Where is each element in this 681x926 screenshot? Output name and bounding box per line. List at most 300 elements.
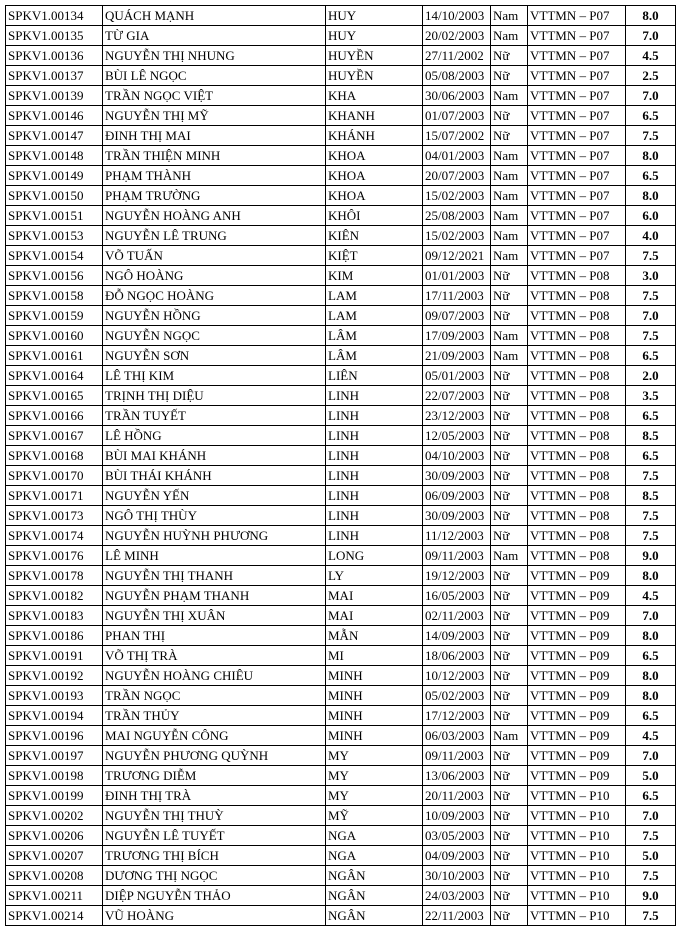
given-name-cell: MINH	[326, 686, 423, 706]
given-name-cell: LAM	[326, 306, 423, 326]
given-name-cell: LINH	[326, 486, 423, 506]
table-row	[6, 846, 676, 866]
student-id-cell: SPKV1.00166	[6, 406, 103, 426]
given-name-cell: KHOA	[326, 186, 423, 206]
exam-room-cell: VTTMN – P09	[528, 566, 626, 586]
table-row	[6, 66, 676, 86]
score-cell: 6.5	[626, 706, 676, 726]
score-cell: 7.5	[626, 906, 676, 926]
gender-cell: Nữ	[491, 286, 528, 306]
student-id-cell: SPKV1.00167	[6, 426, 103, 446]
table-row	[6, 446, 676, 466]
gender-cell: Nữ	[491, 666, 528, 686]
student-id-cell: SPKV1.00150	[6, 186, 103, 206]
given-name-cell: MINH	[326, 706, 423, 726]
gender-cell: Nữ	[491, 506, 528, 526]
gender-cell: Nữ	[491, 446, 528, 466]
student-id-cell: SPKV1.00135	[6, 26, 103, 46]
score-cell: 5.0	[626, 766, 676, 786]
birthdate-cell: 30/09/2003	[423, 506, 491, 526]
gender-cell: Nữ	[491, 606, 528, 626]
gender-cell: Nữ	[491, 486, 528, 506]
gender-cell: Nữ	[491, 426, 528, 446]
birthdate-cell: 10/12/2003	[423, 666, 491, 686]
birthdate-cell: 11/12/2003	[423, 526, 491, 546]
student-id-cell: SPKV1.00206	[6, 826, 103, 846]
exam-room-cell: VTTMN – P07	[528, 86, 626, 106]
given-name-cell: HUYỀN	[326, 66, 423, 86]
student-id-cell: SPKV1.00139	[6, 86, 103, 106]
exam-room-cell: VTTMN – P10	[528, 906, 626, 926]
score-cell: 8.0	[626, 146, 676, 166]
score-cell: 8.0	[626, 6, 676, 26]
surname-cell: VŨ HOÀNG	[103, 906, 326, 926]
student-id-cell: SPKV1.00165	[6, 386, 103, 406]
birthdate-cell: 06/03/2003	[423, 726, 491, 746]
table-row	[6, 526, 676, 546]
given-name-cell: LINH	[326, 426, 423, 446]
student-id-cell: SPKV1.00153	[6, 226, 103, 246]
student-id-cell: SPKV1.00164	[6, 366, 103, 386]
gender-cell: Nữ	[491, 306, 528, 326]
exam-room-cell: VTTMN – P09	[528, 626, 626, 646]
given-name-cell: NGÂN	[326, 866, 423, 886]
surname-cell: NGUYỄN SƠN	[103, 346, 326, 366]
gender-cell: Nữ	[491, 786, 528, 806]
birthdate-cell: 22/07/2003	[423, 386, 491, 406]
birthdate-cell: 09/07/2003	[423, 306, 491, 326]
birthdate-cell: 20/07/2003	[423, 166, 491, 186]
surname-cell: NGUYỄN THỊ THANH	[103, 566, 326, 586]
given-name-cell: MI	[326, 646, 423, 666]
birthdate-cell: 16/05/2003	[423, 586, 491, 606]
score-cell: 5.0	[626, 846, 676, 866]
score-cell: 4.0	[626, 226, 676, 246]
table-row	[6, 126, 676, 146]
surname-cell: NGUYỄN YẾN	[103, 486, 326, 506]
table-row	[6, 726, 676, 746]
surname-cell: BÙI MAI KHÁNH	[103, 446, 326, 466]
surname-cell: TRẦN THỦY	[103, 706, 326, 726]
student-id-cell: SPKV1.00161	[6, 346, 103, 366]
score-cell: 7.5	[626, 866, 676, 886]
surname-cell: TRẦN NGỌC	[103, 686, 326, 706]
table-row	[6, 306, 676, 326]
table-row	[6, 246, 676, 266]
score-cell: 7.0	[626, 86, 676, 106]
exam-room-cell: VTTMN – P08	[528, 466, 626, 486]
score-cell: 2.0	[626, 366, 676, 386]
surname-cell: TRẦN TUYẾT	[103, 406, 326, 426]
given-name-cell: HUY	[326, 6, 423, 26]
table-row	[6, 886, 676, 906]
gender-cell: Nữ	[491, 366, 528, 386]
table-row	[6, 646, 676, 666]
gender-cell: Nữ	[491, 66, 528, 86]
table-row	[6, 186, 676, 206]
given-name-cell: LONG	[326, 546, 423, 566]
score-cell: 2.5	[626, 66, 676, 86]
table-row	[6, 286, 676, 306]
exam-room-cell: VTTMN – P07	[528, 226, 626, 246]
given-name-cell: NGÂN	[326, 886, 423, 906]
score-cell: 7.0	[626, 306, 676, 326]
score-cell: 8.0	[626, 666, 676, 686]
table-row	[6, 706, 676, 726]
student-id-cell: SPKV1.00171	[6, 486, 103, 506]
given-name-cell: MỸ	[326, 806, 423, 826]
exam-room-cell: VTTMN – P07	[528, 26, 626, 46]
table-row	[6, 506, 676, 526]
gender-cell: Nữ	[491, 126, 528, 146]
student-id-cell: SPKV1.00211	[6, 886, 103, 906]
birthdate-cell: 19/12/2003	[423, 566, 491, 586]
surname-cell: NGUYỄN LÊ TUYẾT	[103, 826, 326, 846]
exam-room-cell: VTTMN – P10	[528, 786, 626, 806]
gender-cell: Nữ	[491, 686, 528, 706]
gender-cell: Nữ	[491, 766, 528, 786]
score-cell: 6.5	[626, 346, 676, 366]
given-name-cell: KHANH	[326, 106, 423, 126]
score-cell: 8.5	[626, 486, 676, 506]
surname-cell: NGUYỄN HOÀNG CHIÊU	[103, 666, 326, 686]
gender-cell: Nữ	[491, 846, 528, 866]
score-cell: 6.5	[626, 446, 676, 466]
gender-cell: Nam	[491, 246, 528, 266]
score-cell: 8.0	[626, 686, 676, 706]
student-id-cell: SPKV1.00193	[6, 686, 103, 706]
given-name-cell: MAI	[326, 586, 423, 606]
gender-cell: Nữ	[491, 646, 528, 666]
score-cell: 7.5	[626, 126, 676, 146]
given-name-cell: LINH	[326, 446, 423, 466]
surname-cell: ĐỖ NGỌC HOÀNG	[103, 286, 326, 306]
birthdate-cell: 02/11/2003	[423, 606, 491, 626]
gender-cell: Nữ	[491, 46, 528, 66]
student-id-cell: SPKV1.00194	[6, 706, 103, 726]
student-id-cell: SPKV1.00148	[6, 146, 103, 166]
gender-cell: Nữ	[491, 866, 528, 886]
surname-cell: NGUYỄN HOÀNG ANH	[103, 206, 326, 226]
birthdate-cell: 04/09/2003	[423, 846, 491, 866]
exam-room-cell: VTTMN – P10	[528, 886, 626, 906]
surname-cell: NGUYỄN HUỲNH PHƯƠNG	[103, 526, 326, 546]
score-cell: 7.5	[626, 526, 676, 546]
given-name-cell: KHOA	[326, 146, 423, 166]
birthdate-cell: 15/02/2003	[423, 186, 491, 206]
given-name-cell: MINH	[326, 666, 423, 686]
given-name-cell: LINH	[326, 466, 423, 486]
exam-room-cell: VTTMN – P07	[528, 6, 626, 26]
table-row	[6, 746, 676, 766]
surname-cell: DƯƠNG THỊ NGỌC	[103, 866, 326, 886]
given-name-cell: KIM	[326, 266, 423, 286]
student-id-cell: SPKV1.00134	[6, 6, 103, 26]
surname-cell: NGÔ HOÀNG	[103, 266, 326, 286]
birthdate-cell: 20/11/2003	[423, 786, 491, 806]
gender-cell: Nam	[491, 206, 528, 226]
table-row	[6, 86, 676, 106]
exam-room-cell: VTTMN – P07	[528, 66, 626, 86]
surname-cell: LÊ HỒNG	[103, 426, 326, 446]
exam-room-cell: VTTMN – P08	[528, 486, 626, 506]
score-cell: 7.5	[626, 826, 676, 846]
given-name-cell: NGÂN	[326, 906, 423, 926]
student-id-cell: SPKV1.00136	[6, 46, 103, 66]
score-cell: 6.0	[626, 206, 676, 226]
surname-cell: DIỆP NGUYỄN THẢO	[103, 886, 326, 906]
score-cell: 9.0	[626, 886, 676, 906]
birthdate-cell: 05/01/2003	[423, 366, 491, 386]
score-cell: 9.0	[626, 546, 676, 566]
score-cell: 7.5	[626, 286, 676, 306]
table-row	[6, 386, 676, 406]
gender-cell: Nam	[491, 6, 528, 26]
student-id-cell: SPKV1.00149	[6, 166, 103, 186]
table-row	[6, 46, 676, 66]
birthdate-cell: 15/07/2002	[423, 126, 491, 146]
student-id-cell: SPKV1.00207	[6, 846, 103, 866]
score-cell: 6.5	[626, 406, 676, 426]
surname-cell: BÙI LÊ NGỌC	[103, 66, 326, 86]
score-cell: 4.5	[626, 46, 676, 66]
exam-room-cell: VTTMN – P08	[528, 406, 626, 426]
student-id-cell: SPKV1.00197	[6, 746, 103, 766]
score-table	[5, 5, 676, 926]
student-id-cell: SPKV1.00156	[6, 266, 103, 286]
table-row	[6, 546, 676, 566]
student-id-cell: SPKV1.00158	[6, 286, 103, 306]
surname-cell: PHẠM THÀNH	[103, 166, 326, 186]
score-cell: 7.0	[626, 806, 676, 826]
table-row	[6, 366, 676, 386]
surname-cell: ĐINH THỊ MAI	[103, 126, 326, 146]
exam-room-cell: VTTMN – P07	[528, 46, 626, 66]
given-name-cell: LÂM	[326, 326, 423, 346]
given-name-cell: LINH	[326, 526, 423, 546]
table-row	[6, 606, 676, 626]
student-id-cell: SPKV1.00159	[6, 306, 103, 326]
birthdate-cell: 09/11/2003	[423, 746, 491, 766]
gender-cell: Nam	[491, 26, 528, 46]
given-name-cell: KIỆT	[326, 246, 423, 266]
birthdate-cell: 20/02/2003	[423, 26, 491, 46]
score-cell: 4.5	[626, 726, 676, 746]
gender-cell: Nữ	[491, 906, 528, 926]
given-name-cell: LY	[326, 566, 423, 586]
student-id-cell: SPKV1.00176	[6, 546, 103, 566]
gender-cell: Nữ	[491, 626, 528, 646]
student-id-cell: SPKV1.00186	[6, 626, 103, 646]
table-row	[6, 26, 676, 46]
gender-cell: Nam	[491, 146, 528, 166]
student-id-cell: SPKV1.00151	[6, 206, 103, 226]
given-name-cell: HUYỀN	[326, 46, 423, 66]
exam-room-cell: VTTMN – P09	[528, 586, 626, 606]
birthdate-cell: 10/09/2003	[423, 806, 491, 826]
score-cell: 6.5	[626, 166, 676, 186]
exam-room-cell: VTTMN – P07	[528, 146, 626, 166]
table-row	[6, 866, 676, 886]
exam-room-cell: VTTMN – P09	[528, 706, 626, 726]
birthdate-cell: 24/03/2003	[423, 886, 491, 906]
given-name-cell: KHÔI	[326, 206, 423, 226]
given-name-cell: MY	[326, 746, 423, 766]
birthdate-cell: 14/10/2003	[423, 6, 491, 26]
gender-cell: Nữ	[491, 106, 528, 126]
birthdate-cell: 09/12/2021	[423, 246, 491, 266]
student-id-cell: SPKV1.00137	[6, 66, 103, 86]
score-cell: 7.0	[626, 746, 676, 766]
given-name-cell: LÂM	[326, 346, 423, 366]
birthdate-cell: 30/10/2003	[423, 866, 491, 886]
student-id-cell: SPKV1.00160	[6, 326, 103, 346]
exam-room-cell: VTTMN – P08	[528, 266, 626, 286]
exam-room-cell: VTTMN – P10	[528, 806, 626, 826]
gender-cell: Nữ	[491, 266, 528, 286]
birthdate-cell: 17/11/2003	[423, 286, 491, 306]
exam-room-cell: VTTMN – P08	[528, 426, 626, 446]
surname-cell: NGUYỄN THỊ XUÂN	[103, 606, 326, 626]
score-cell: 3.5	[626, 386, 676, 406]
table-row	[6, 426, 676, 446]
table-row	[6, 466, 676, 486]
exam-room-cell: VTTMN – P09	[528, 726, 626, 746]
table-row	[6, 6, 676, 26]
student-id-cell: SPKV1.00146	[6, 106, 103, 126]
surname-cell: VÕ TUẤN	[103, 246, 326, 266]
gender-cell: Nữ	[491, 466, 528, 486]
gender-cell: Nữ	[491, 526, 528, 546]
birthdate-cell: 05/08/2003	[423, 66, 491, 86]
exam-room-cell: VTTMN – P09	[528, 606, 626, 626]
birthdate-cell: 17/09/2003	[423, 326, 491, 346]
given-name-cell: LINH	[326, 406, 423, 426]
score-cell: 6.5	[626, 646, 676, 666]
surname-cell: BÙI THÁI KHÁNH	[103, 466, 326, 486]
gender-cell: Nam	[491, 346, 528, 366]
score-cell: 7.5	[626, 506, 676, 526]
gender-cell: Nữ	[491, 826, 528, 846]
exam-room-cell: VTTMN – P07	[528, 206, 626, 226]
table-row	[6, 826, 676, 846]
score-cell: 4.5	[626, 586, 676, 606]
table-row	[6, 806, 676, 826]
table-row	[6, 586, 676, 606]
gender-cell: Nữ	[491, 706, 528, 726]
table-row	[6, 566, 676, 586]
exam-room-cell: VTTMN – P08	[528, 306, 626, 326]
gender-cell: Nữ	[491, 406, 528, 426]
surname-cell: NGUYỄN THỊ NHUNG	[103, 46, 326, 66]
surname-cell: QUÁCH MẠNH	[103, 6, 326, 26]
exam-room-cell: VTTMN – P09	[528, 746, 626, 766]
birthdate-cell: 17/12/2003	[423, 706, 491, 726]
exam-room-cell: VTTMN – P07	[528, 166, 626, 186]
surname-cell: TRỊNH THỊ DIỆU	[103, 386, 326, 406]
surname-cell: TRƯƠNG DIỄM	[103, 766, 326, 786]
surname-cell: NGÔ THỊ THÙY	[103, 506, 326, 526]
student-id-cell: SPKV1.00174	[6, 526, 103, 546]
exam-room-cell: VTTMN – P10	[528, 826, 626, 846]
exam-room-cell: VTTMN – P07	[528, 246, 626, 266]
given-name-cell: MINH	[326, 726, 423, 746]
surname-cell: LÊ THỊ KIM	[103, 366, 326, 386]
surname-cell: TRƯƠNG THỊ BÍCH	[103, 846, 326, 866]
exam-room-cell: VTTMN – P08	[528, 446, 626, 466]
table-row	[6, 166, 676, 186]
surname-cell: VÕ THỊ TRÀ	[103, 646, 326, 666]
gender-cell: Nam	[491, 326, 528, 346]
exam-room-cell: VTTMN – P08	[528, 506, 626, 526]
given-name-cell: KHOA	[326, 166, 423, 186]
exam-room-cell: VTTMN – P08	[528, 286, 626, 306]
given-name-cell: MẪN	[326, 626, 423, 646]
surname-cell: ĐINH THỊ TRÀ	[103, 786, 326, 806]
exam-room-cell: VTTMN – P08	[528, 326, 626, 346]
surname-cell: PHAN THỊ	[103, 626, 326, 646]
table-row	[6, 686, 676, 706]
score-cell: 3.0	[626, 266, 676, 286]
student-id-cell: SPKV1.00170	[6, 466, 103, 486]
given-name-cell: NGA	[326, 846, 423, 866]
table-body	[6, 6, 676, 926]
gender-cell: Nam	[491, 726, 528, 746]
table-row	[6, 406, 676, 426]
exam-room-cell: VTTMN – P10	[528, 866, 626, 886]
birthdate-cell: 30/09/2003	[423, 466, 491, 486]
birthdate-cell: 09/11/2003	[423, 546, 491, 566]
birthdate-cell: 01/01/2003	[423, 266, 491, 286]
given-name-cell: NGA	[326, 826, 423, 846]
given-name-cell: MY	[326, 766, 423, 786]
birthdate-cell: 23/12/2003	[423, 406, 491, 426]
given-name-cell: LINH	[326, 386, 423, 406]
student-id-cell: SPKV1.00192	[6, 666, 103, 686]
gender-cell: Nam	[491, 226, 528, 246]
table-row	[6, 786, 676, 806]
given-name-cell: HUY	[326, 26, 423, 46]
gender-cell: Nữ	[491, 566, 528, 586]
exam-room-cell: VTTMN – P08	[528, 346, 626, 366]
birthdate-cell: 15/02/2003	[423, 226, 491, 246]
surname-cell: PHẠM TRƯỜNG	[103, 186, 326, 206]
surname-cell: NGUYỄN THỊ THUỲ	[103, 806, 326, 826]
student-id-cell: SPKV1.00199	[6, 786, 103, 806]
exam-room-cell: VTTMN – P10	[528, 846, 626, 866]
exam-room-cell: VTTMN – P08	[528, 546, 626, 566]
gender-cell: Nữ	[491, 886, 528, 906]
birthdate-cell: 22/11/2003	[423, 906, 491, 926]
score-cell: 6.5	[626, 106, 676, 126]
surname-cell: NGUYỄN PHẠM THANH	[103, 586, 326, 606]
exam-room-cell: VTTMN – P08	[528, 386, 626, 406]
exam-room-cell: VTTMN – P09	[528, 766, 626, 786]
birthdate-cell: 25/08/2003	[423, 206, 491, 226]
table-row	[6, 666, 676, 686]
score-cell: 8.5	[626, 426, 676, 446]
gender-cell: Nữ	[491, 806, 528, 826]
table-row	[6, 766, 676, 786]
birthdate-cell: 06/09/2003	[423, 486, 491, 506]
exam-room-cell: VTTMN – P09	[528, 666, 626, 686]
score-cell: 7.5	[626, 326, 676, 346]
score-cell: 8.0	[626, 566, 676, 586]
gender-cell: Nam	[491, 546, 528, 566]
student-id-cell: SPKV1.00183	[6, 606, 103, 626]
score-cell: 7.5	[626, 466, 676, 486]
student-id-cell: SPKV1.00214	[6, 906, 103, 926]
